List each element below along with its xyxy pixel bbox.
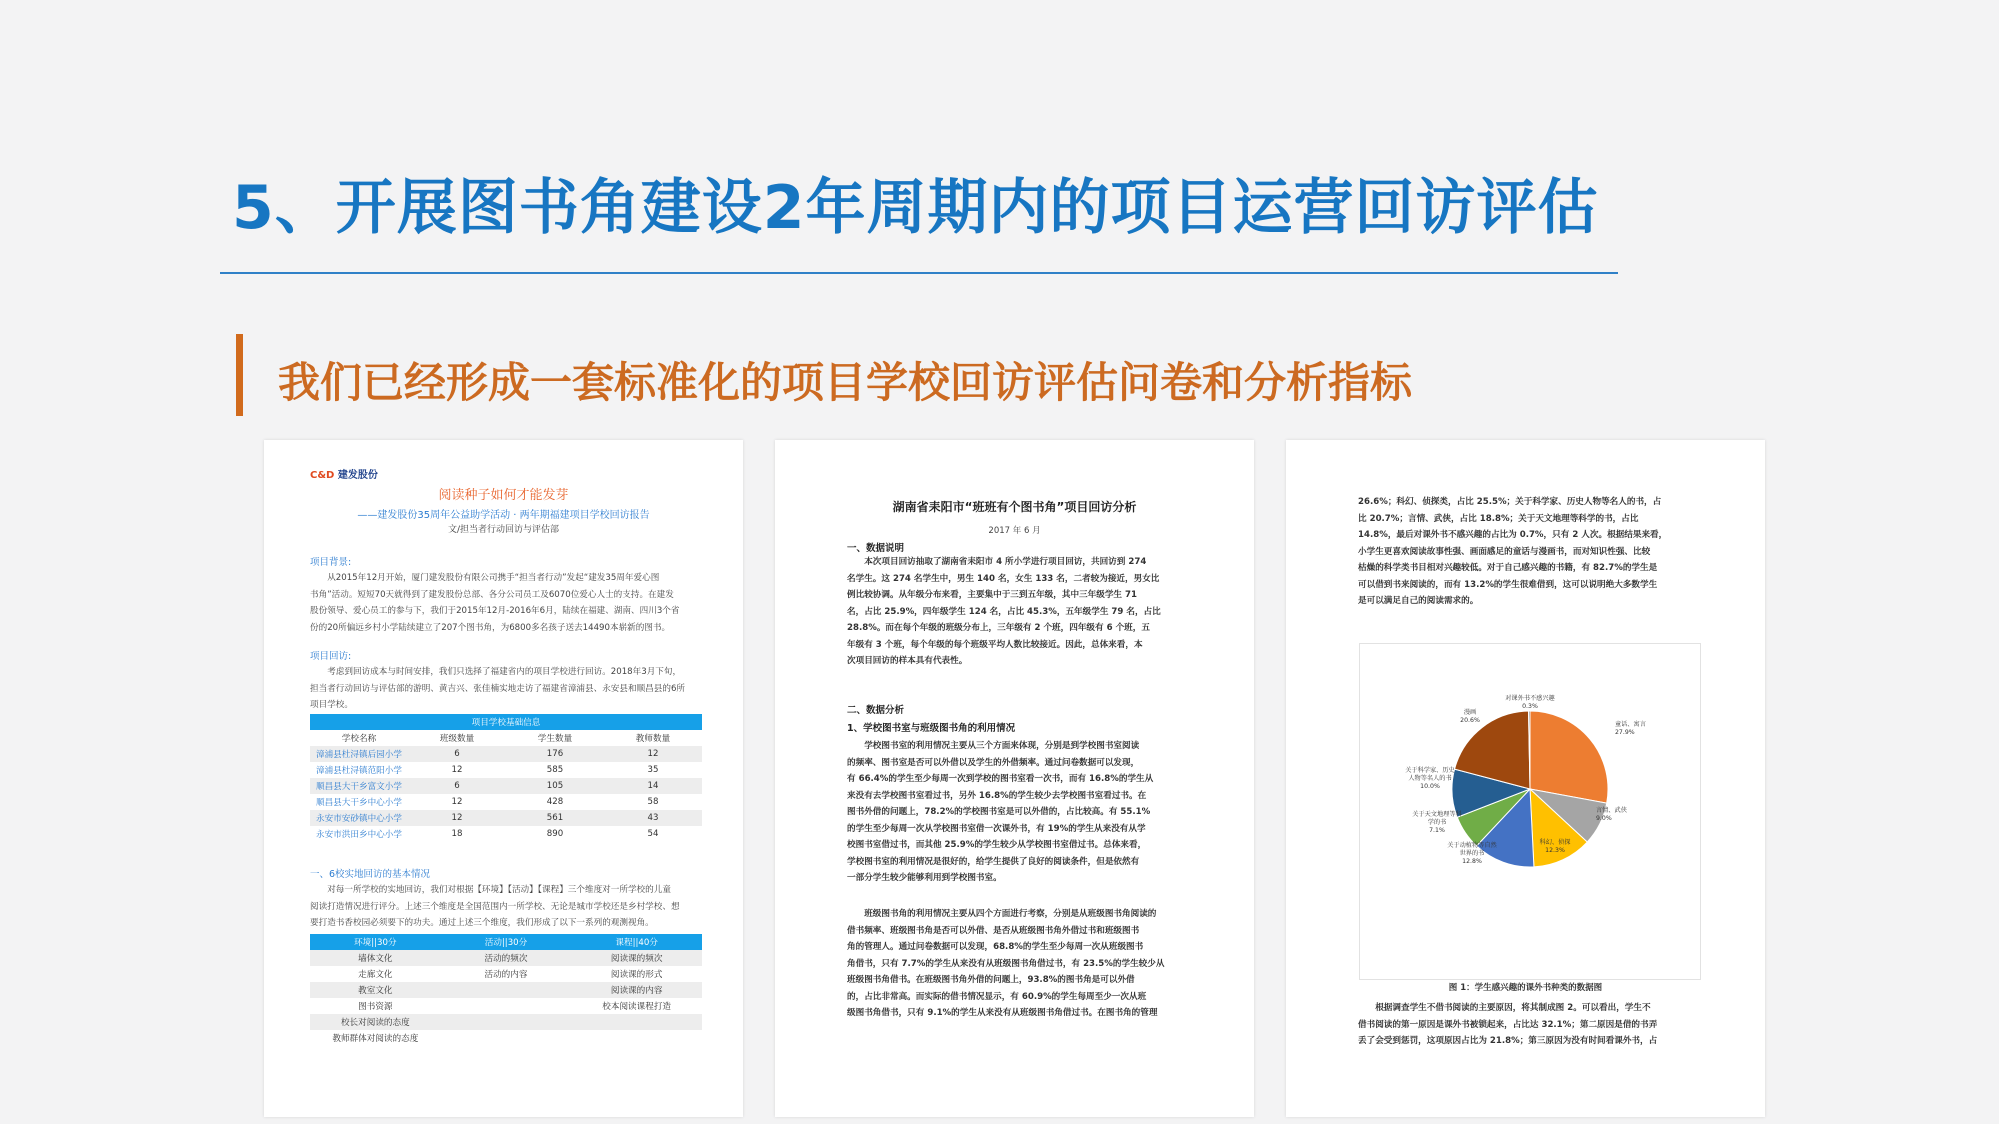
table-cell: 54 [647, 829, 659, 839]
table-cell: 永安市洪田乡中心小学 [316, 830, 402, 840]
paragraph-line: 一部分学生较少能够利用到学校图书室。 [847, 873, 1002, 883]
table-cell [441, 1030, 572, 1046]
table-cell: 18 [451, 829, 463, 839]
table-cell [441, 998, 572, 1014]
table-header: 学生数量 [506, 730, 604, 746]
paragraph-line: 角借书，只有 7.7%的学生从来没有从班级图书角借过书，有 23.5%的学生较少从 [847, 958, 1165, 969]
slice-label-line: 关于动植物等自然 [1447, 842, 1497, 849]
pie-slice [1530, 711, 1608, 803]
background-heading: 项目背景: [310, 557, 352, 568]
table-cell: 12 [451, 765, 463, 775]
paragraph-line: 学校图书室的利用情况主要从三个方面来体现，分别是到学校图书室阅读 [864, 741, 1140, 751]
paragraph-line: 是可以满足自己的阅读需求的。 [1358, 596, 1479, 606]
slice-label-line: 10.0% [1420, 783, 1440, 790]
subtitle-accent-bar [236, 334, 243, 416]
report-page-fujian [264, 440, 743, 1117]
company-logo: C&D 建发股份 [310, 470, 378, 481]
slide-title: 5、开展图书角建设2年周期内的项目运营回访评估 [232, 173, 1599, 243]
table-row [310, 826, 702, 842]
table-cell: 12 [604, 746, 702, 762]
paragraph-line: 14.8%，最后对课外书不感兴趣的占比为 0.7%，只有 2 人次。根据结果来看， [1358, 530, 1668, 540]
report-date: 2017 年 6 月 [988, 526, 1041, 536]
table-cell: 585 [546, 765, 564, 775]
data-notes-paragraph [847, 554, 1185, 670]
table-row [310, 794, 702, 810]
table-cell: 校本阅读课程打造 [602, 1002, 672, 1012]
paragraph-line: 图书外借的问题上，78.2%的学校图书室是可以外借的，占比较高。有 55.1% [847, 807, 1151, 817]
report-title: 阅读种子如何才能发芽 [438, 488, 569, 503]
table-row [310, 950, 702, 966]
section-1-heading: 一、6校实地回访的基本情况 [310, 869, 431, 880]
paragraph-line: 对每一所学校的实地回访，我们对根据【环境】【活动】【课程】三个维度对一所学校的儿童 [327, 885, 671, 895]
library-use-paragraph [847, 738, 1185, 887]
slice-label-line: 漫画 [1463, 709, 1477, 716]
table-row [310, 778, 702, 794]
paragraph-line: 丢了会受到惩罚，这项原因占比为 21.8%；第三原因为没有时间看课外书，占 [1358, 1036, 1658, 1046]
table-header: 环境||30分 [310, 934, 441, 950]
paragraph-line: 级图书角借书，只有 9.1%的学生从来没有从班级图书角借过书。在图书角的管理 [847, 1008, 1158, 1018]
book-corner-paragraph [847, 906, 1185, 1022]
slice-label-line: 0.3% [1522, 703, 1538, 710]
revisit-heading: 项目回访: [310, 651, 352, 662]
table-cell: 漳浦县杜浔镇后园小学 [310, 746, 408, 762]
table-cell: 6 [408, 746, 506, 762]
slice-label-line: 人物等名人的书 [1408, 775, 1452, 782]
paragraph-line: 年级有 3 个班，每个年级的每个班级平均人数比较接近。因此，总体来看，本 [847, 639, 1143, 650]
slice-label-line: 27.9% [1615, 729, 1635, 736]
paragraph-line: 枯燥的科学类书目相对兴趣较低。对于自己感兴趣的书籍，有 82.7%的学生是 [1358, 563, 1658, 573]
background-paragraph [310, 570, 702, 636]
table-cell: 58 [647, 797, 659, 807]
table-cell: 561 [506, 810, 604, 826]
scoring-dimensions-table [310, 934, 702, 1046]
slice-label-line: 关于科学家、历史 [1405, 767, 1455, 774]
table-cell: 图书资源 [358, 1002, 393, 1012]
table-cell: 活动的内容 [484, 970, 528, 980]
table-row [310, 762, 702, 778]
slice-label-line: 7.1% [1429, 827, 1445, 834]
table-row [310, 998, 702, 1014]
interest-pie-chart [1359, 643, 1701, 980]
section-heading-analysis: 二、数据分析 [847, 705, 905, 716]
table-cell: 墙体文化 [310, 950, 441, 966]
table-cell [441, 982, 572, 998]
paragraph-line: 借书频率、班级图书角是否可以外借、是否从班级图书角外借过书和班级图书 [847, 925, 1140, 936]
slice-label-line: 20.6% [1460, 717, 1480, 724]
report-subtitle: ——建发股份35周年公益助学活动 · 两年期福建项目学校回访报告 [357, 510, 650, 521]
section-1-paragraph [310, 882, 702, 932]
table-cell: 活动的频次 [441, 950, 572, 966]
slice-label-line: 9.0% [1596, 815, 1612, 822]
pie-chart-svg [1360, 644, 1700, 979]
paragraph-line: 次项目回访的样本具有代表性。 [847, 656, 968, 666]
table-cell: 漳浦县杜浔镇范阳小学 [316, 766, 402, 776]
paragraph-line: 来没有去学校图书室看过书，另外 16.8%的学生较少去学校图书室看过书。在 [847, 790, 1147, 801]
paragraph-line: 的频率、图书室是否可以外借以及学生的外借频率。通过问卷数据可以发现， [847, 757, 1140, 768]
slice-label [1505, 694, 1555, 710]
paragraph-line: 班级图书角借书。在班级图书角外借的问题上，93.8%的图书角是可以外借 [847, 975, 1135, 985]
table-header: 教师数量 [604, 730, 702, 746]
table-cell [571, 1030, 702, 1046]
reasons-paragraph [1358, 1000, 1696, 1050]
table-cell: 阅读课的形式 [610, 970, 663, 980]
paragraph-line: 学校图书室的利用情况是很好的，给学生提供了良好的阅读条件，但是依然有 [847, 856, 1140, 867]
table-cell: 890 [546, 829, 564, 839]
table-cell: 阅读课的内容 [571, 982, 702, 998]
slice-label-line: 世界的书 [1459, 850, 1485, 857]
table-row [310, 810, 702, 826]
table-cell [441, 1014, 572, 1030]
table-cell: 教室文化 [310, 982, 441, 998]
table-cell: 顺昌县大干乡富文小学 [310, 778, 408, 794]
table-cell: 顺昌县大干乡中心小学 [316, 798, 402, 808]
paragraph-line: 根据调查学生不借书阅读的主要原因，将其制成图 2。可以看出，学生不 [1375, 1003, 1651, 1013]
table-row [310, 1014, 702, 1030]
subsection-heading-library-use: 1、学校图书室与班级图书角的利用情况 [847, 723, 1016, 734]
paragraph-line: 份的20所偏远乡村小学陆续建立了207个图书角，为6800多名孩子送去14490本崭新的图书。 [310, 622, 671, 633]
table-cell: 14 [604, 778, 702, 794]
table-row [310, 982, 702, 998]
table-header: 班级数量 [408, 730, 506, 746]
paragraph-line: 比 20.7%；言情、武侠，占比 18.8%；关于天文地理等科学的书，占比 [1358, 513, 1639, 524]
paragraph-line: 借书阅读的第一原因是课外书被锁起来，占比达 32.1%；第二原因是借的书弄 [1358, 1019, 1658, 1030]
paragraph-line: 从2015年12月开始，厦门建发股份有限公司携手“担当者行动”发起“建发35周年爱心图 [327, 573, 660, 583]
paragraph-line: 股份领导、爱心员工的参与下，我们于2015年12月-2016年6月，陆续在福建、湖南、四川3个省 [310, 606, 680, 616]
slice-label-line: 12.8% [1462, 858, 1482, 865]
table-cell: 12 [408, 810, 506, 826]
table-row [310, 1030, 702, 1046]
interest-paragraph [1358, 494, 1696, 610]
report-title: 湖南省耒阳市“班班有个图书角”项目回访分析 [892, 500, 1137, 514]
paragraph-line: 本次项目回访抽取了湖南省耒阳市 4 所小学进行项目回访，共回访到 274 [864, 557, 1147, 567]
table-cell [571, 1014, 702, 1030]
paragraph-line: 例比较协调。从年级分布来看，主要集中于三到五年级，其中三年级学生 71 [847, 590, 1137, 600]
report-author: 文/担当者行动回访与评估部 [447, 525, 560, 535]
table-header: 学校名称 [310, 730, 408, 746]
slice-label-line: 言情、武侠 [1596, 807, 1627, 814]
paragraph-line: 阅读打造情况进行评分。上述三个维度是全国范围内一所学校、无论是城市学校还是乡村学校、想 [310, 901, 680, 912]
report-page-analysis [1286, 440, 1765, 1117]
slice-label-line: 童话、寓言 [1615, 721, 1646, 728]
table-cell: 校长对阅读的态度 [310, 1014, 441, 1030]
paragraph-line: 名学生。这 274 名学生中，男生 140 名，女生 133 名，二者较为接近，男女比 [847, 573, 1160, 584]
slice-label-line: 学的书 [1427, 819, 1447, 826]
report-page-hunan [775, 440, 1254, 1117]
table-cell: 428 [546, 797, 564, 807]
table-cell: 永安市安砂镇中心小学 [310, 810, 408, 826]
paragraph-line: 28.8%。而在每个年级的班级分布上，三年级有 2 个班，四年级有 6 个班，五 [847, 623, 1150, 633]
table-header: 课程||40分 [571, 934, 702, 950]
table-header: 活动||30分 [441, 934, 572, 950]
table-row [310, 966, 702, 982]
table-cell: 12 [451, 797, 463, 807]
paragraph-line: 26.6%；科幻、侦探类，占比 25.5%；关于科学家、历史人物等名人的书，占 [1358, 497, 1662, 507]
table-cell: 43 [604, 810, 702, 826]
table-cell: 6 [408, 778, 506, 794]
slice-label-line: 科幻、侦探 [1539, 839, 1571, 846]
table-row [310, 746, 702, 762]
slice-label [1460, 708, 1480, 724]
paragraph-line: 书角”活动。短短70天就得到了建发股份总部、各分公司员工及6070位爱心人士的支持。在建发 [310, 589, 674, 600]
slice-label-line: 12.3% [1545, 847, 1565, 854]
paragraph-line: 校图书室借过书，而其他 25.9%的学生较少从学校图书室借过书。总体来看， [847, 840, 1147, 850]
paragraph-line: 的，占比非常高。而实际的借书情况显示，有 60.9%的学生每周至少一次从班 [847, 991, 1147, 1002]
table-cell: 阅读课的频次 [571, 950, 702, 966]
table-cell: 105 [506, 778, 604, 794]
paragraph-line: 名，占比 25.9%，四年级学生 124 名，占比 45.3%，五年级学生 79 名，占比 [847, 606, 1161, 617]
paragraph-line: 有 66.4%的学生至少每周一次到学校的图书室看一次书，而有 16.8%的学生从 [847, 774, 1154, 784]
slice-label [1615, 720, 1646, 736]
table-cell: 教师群体对阅读的态度 [332, 1034, 419, 1044]
slice-label [1405, 766, 1455, 790]
paragraph-line: 项目学校。 [310, 700, 353, 710]
paragraph-line: 小学生更喜欢阅读故事性强、画面感足的童话与漫画书，而对知识性强、比较 [1358, 546, 1651, 557]
table-caption: 项目学校基础信息 [310, 714, 702, 730]
paragraph-line: 担当者行动回访与评估部的游明、黄吉兴、张佳楠实地走访了福建省漳浦县、永安县和顺昌县的6所 [310, 683, 686, 694]
paragraph-line: 的学生至少每周一次从学校图书室借一次课外书，有 19%的学生从来没有从学 [847, 823, 1146, 834]
slice-label [1412, 810, 1462, 834]
paragraph-line: 角的管理人。通过问卷数据可以发现，68.8%的学生至少每周一次从班级图书 [847, 942, 1144, 952]
section-heading-data-notes: 一、数据说明 [847, 543, 905, 554]
table-cell: 176 [506, 746, 604, 762]
slice-label-line: 关于天文地理等科 [1412, 811, 1462, 818]
school-info-table [310, 714, 702, 842]
revisit-paragraph [310, 664, 702, 714]
slice-label-line: 对课外书不感兴趣 [1505, 695, 1555, 702]
paragraph-line: 班级图书角的利用情况主要从四个方面进行考察，分别是从班级图书角阅读的 [864, 909, 1157, 919]
table-cell: 走廊文化 [358, 970, 393, 980]
figure-caption: 图 1：学生感兴趣的课外书种类的数据图 [1448, 983, 1603, 993]
slide-subtitle: 我们已经形成一套标准化的项目学校回访评估问卷和分析指标 [278, 358, 1413, 407]
table-cell: 35 [647, 765, 659, 775]
paragraph-line: 可以借到书来阅读的，而有 13.2%的学生很难借到，这可以说明绝大多数学生 [1358, 579, 1658, 590]
title-divider [220, 272, 1618, 274]
paragraph-line: 要打造书香校园必须要下的功夫。通过上述三个维度，我们形成了以下一系列的观测视角。 [310, 918, 654, 928]
paragraph-line: 考虑到回访成本与时间安排，我们只选择了福建省内的项目学校进行回访。2018年3月下旬， [327, 667, 682, 677]
